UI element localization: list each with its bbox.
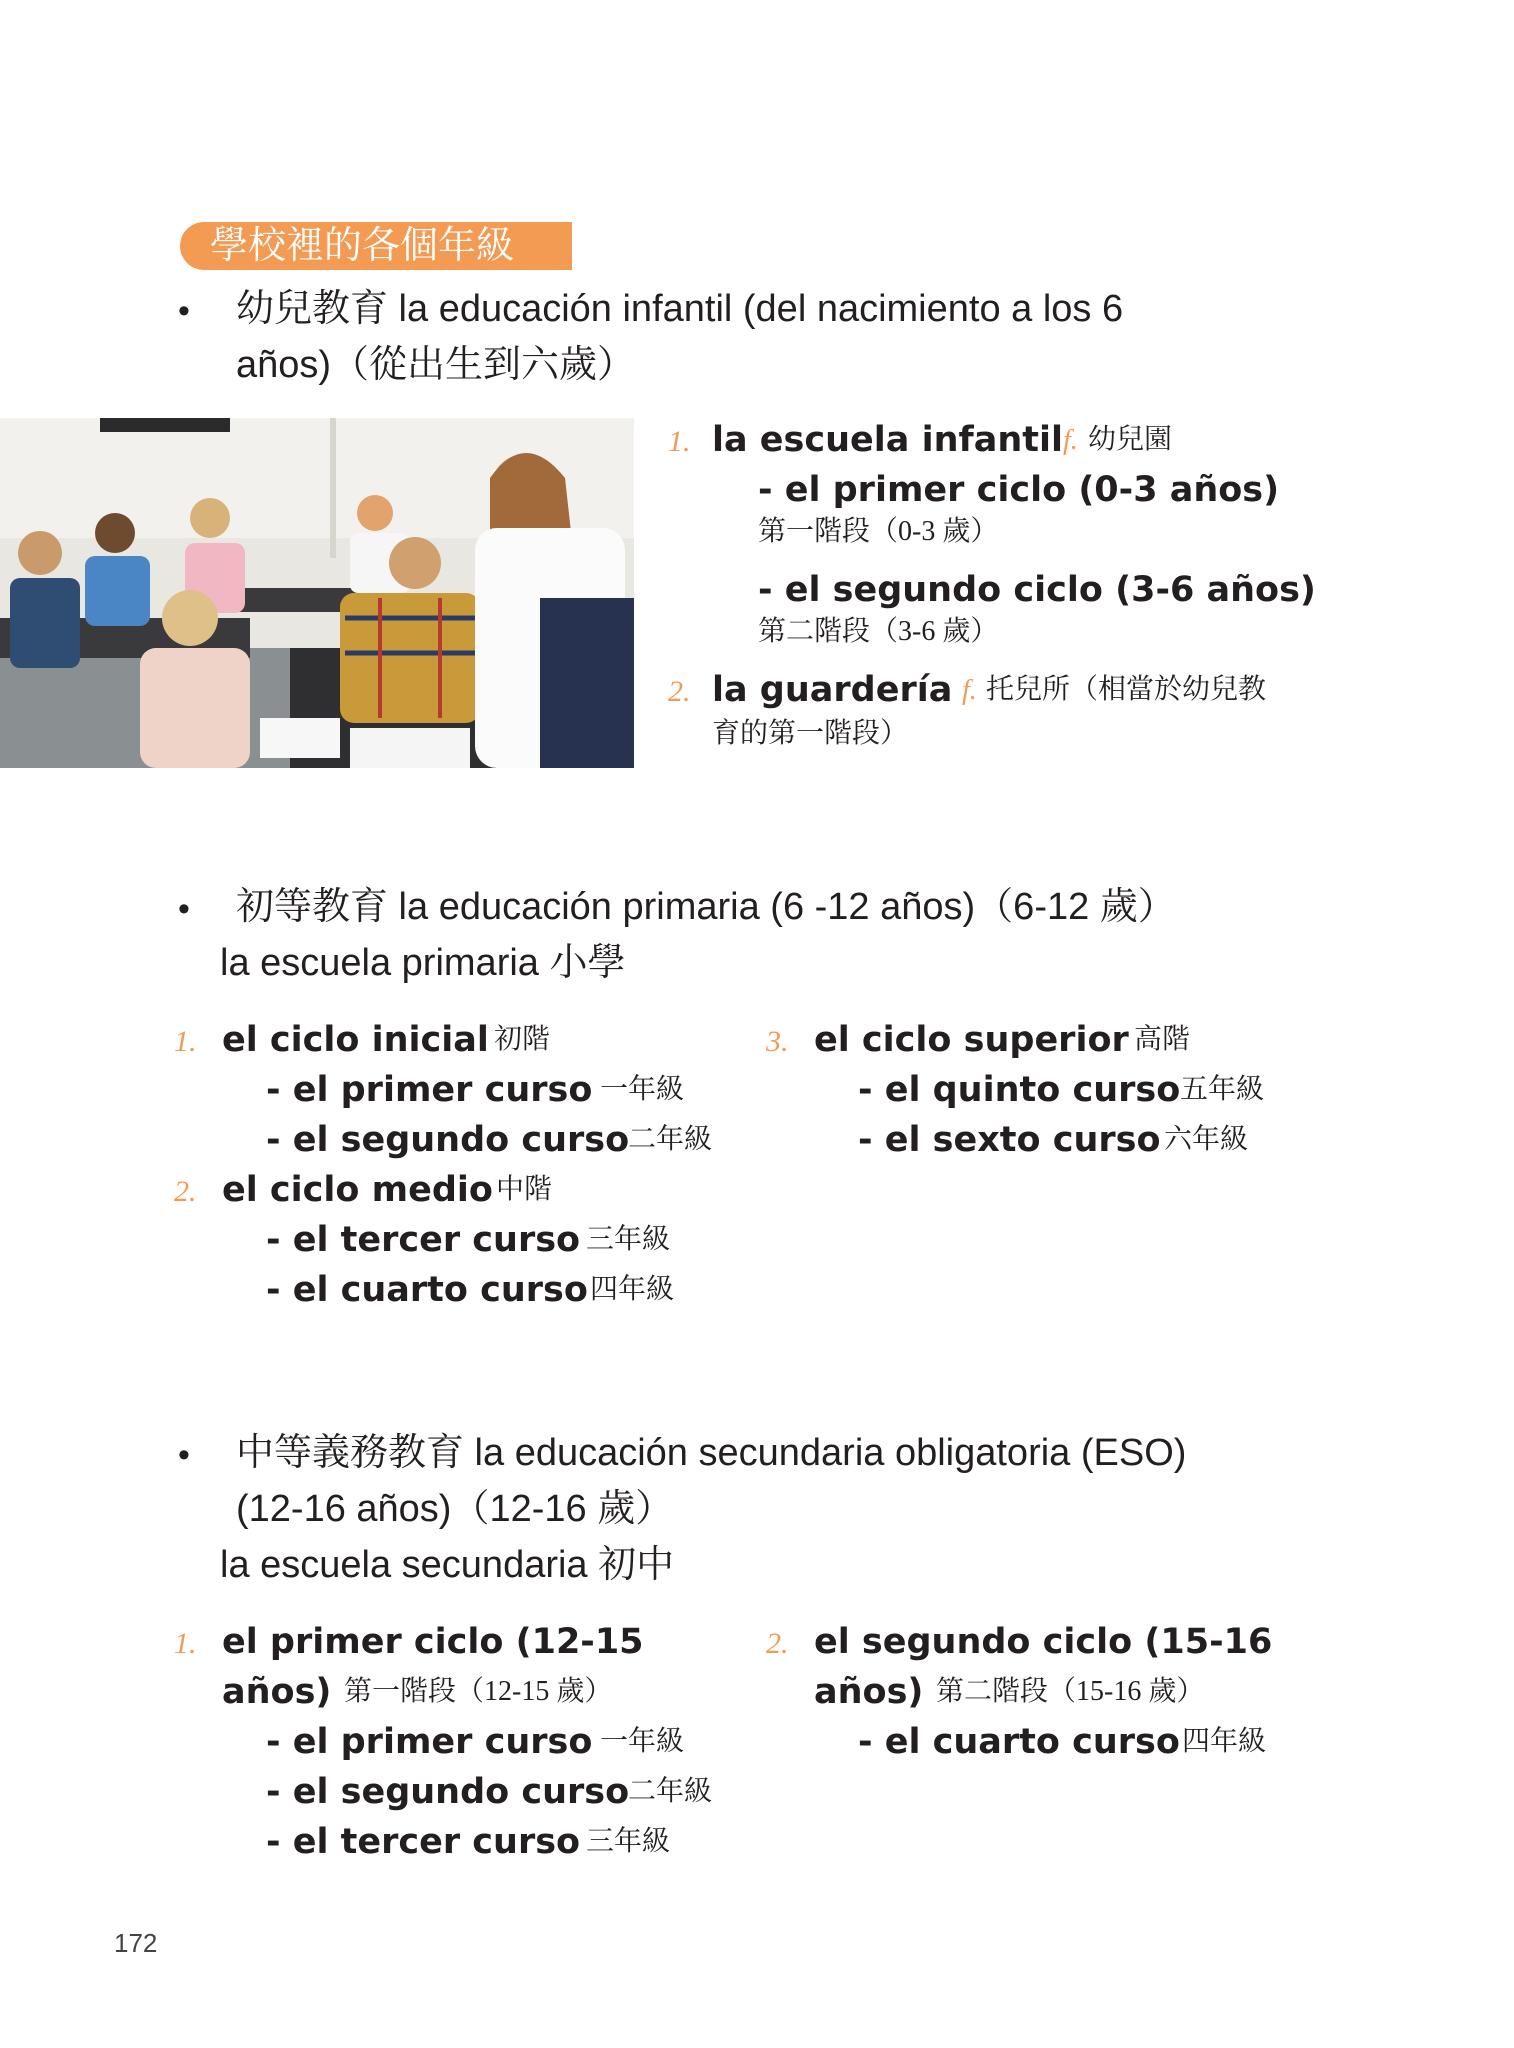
sub-meaning: 二年級 [628, 1124, 713, 1155]
sub-term: - el quinto curso [858, 1070, 1181, 1110]
sub-term: - el cuarto curso [266, 1270, 588, 1310]
classroom-photo [0, 418, 634, 768]
sub-term: - el tercer curso [266, 1822, 581, 1862]
sub-meaning: 四年級 [1182, 1726, 1267, 1757]
meaning: 托兒所（相當於幼兒教 [986, 674, 1267, 705]
item-number: 1. [668, 425, 691, 458]
sub-term: - el primer curso [266, 1722, 593, 1762]
meaning: 初階 [494, 1024, 551, 1055]
infantil-heading-line2: años)（從出生到六歲） [236, 344, 636, 386]
secundaria-heading-line3: la escuela secundaria 初中 [220, 1544, 675, 1586]
item-number: 3. [766, 1025, 789, 1058]
bullet-icon: • [178, 890, 190, 928]
item-number: 1. [174, 1025, 197, 1058]
gender-marker: f. [1063, 425, 1078, 456]
sub-meaning: 六年級 [1164, 1124, 1249, 1155]
item-number: 2. [668, 675, 691, 708]
sub-term: - el segundo ciclo (3-6 años) [758, 570, 1316, 610]
meaning: 幼兒園 [1088, 424, 1173, 455]
sub-term: - el sexto curso [858, 1120, 1161, 1160]
bullet-icon: • [178, 292, 190, 330]
term-segundo-ciclo-continued: años) [814, 1672, 924, 1712]
sub-meaning: 一年級 [600, 1074, 685, 1105]
term-escuela-infantil: la escuela infantil [712, 420, 1063, 460]
meaning-continued: 育的第一階段） [712, 718, 909, 749]
meaning: 中階 [496, 1174, 553, 1205]
secundaria-heading-line2: (12-16 años)（12-16 歲） [236, 1488, 674, 1530]
meaning: 高階 [1134, 1024, 1191, 1055]
sub-meaning: 五年級 [1180, 1074, 1265, 1105]
meaning: 第二階段（15-16 歲） [936, 1676, 1205, 1707]
sub-term: - el cuarto curso [858, 1722, 1180, 1762]
term-primer-ciclo-continued: años) [222, 1672, 332, 1712]
primaria-heading-line2: la escuela primaria 小學 [220, 942, 626, 984]
sub-meaning: 第二階段（3-6 歲） [758, 616, 999, 647]
item-number: 2. [174, 1175, 197, 1208]
sub-meaning: 三年級 [586, 1826, 671, 1857]
page-number: 172 [114, 1928, 158, 1958]
sub-meaning: 二年級 [628, 1776, 713, 1807]
term-ciclo-superior: el ciclo superior [814, 1020, 1129, 1060]
sub-term: - el primer curso [266, 1070, 593, 1110]
term-guarderia: la guardería [712, 670, 953, 710]
sub-term: - el segundo curso [266, 1772, 630, 1812]
gender-marker: f. [962, 675, 977, 706]
infantil-heading-line1: 幼兒教育 la educación infantil (del nacimiento a los 6 [236, 288, 1124, 330]
sub-meaning: 四年級 [590, 1274, 675, 1305]
section-tag: 學校裡的各個年級 [210, 225, 515, 267]
item-number: 1. [174, 1627, 197, 1660]
sub-term: - el tercer curso [266, 1220, 581, 1260]
sub-term: - el segundo curso [266, 1120, 630, 1160]
term-primer-ciclo: el primer ciclo (12-15 [222, 1622, 644, 1662]
sub-meaning: 一年級 [600, 1726, 685, 1757]
bullet-icon: • [178, 1436, 190, 1474]
primaria-heading-line1: 初等教育 la educación primaria (6 -12 años)（6-12 歲） [236, 886, 1176, 928]
secundaria-heading-line1: 中等義務教育 la educación secundaria obligatoria (ESO) [236, 1432, 1187, 1474]
item-number: 2. [766, 1627, 789, 1660]
sub-meaning: 第一階段（0-3 歲） [758, 516, 999, 547]
meaning: 第一階段（12-15 歲） [344, 1676, 613, 1707]
term-ciclo-medio: el ciclo medio [222, 1170, 493, 1210]
sub-term: - el primer ciclo (0-3 años) [758, 470, 1280, 510]
term-ciclo-inicial: el ciclo inicial [222, 1020, 489, 1060]
sub-meaning: 三年級 [586, 1224, 671, 1255]
term-segundo-ciclo: el segundo ciclo (15-16 [814, 1622, 1273, 1662]
